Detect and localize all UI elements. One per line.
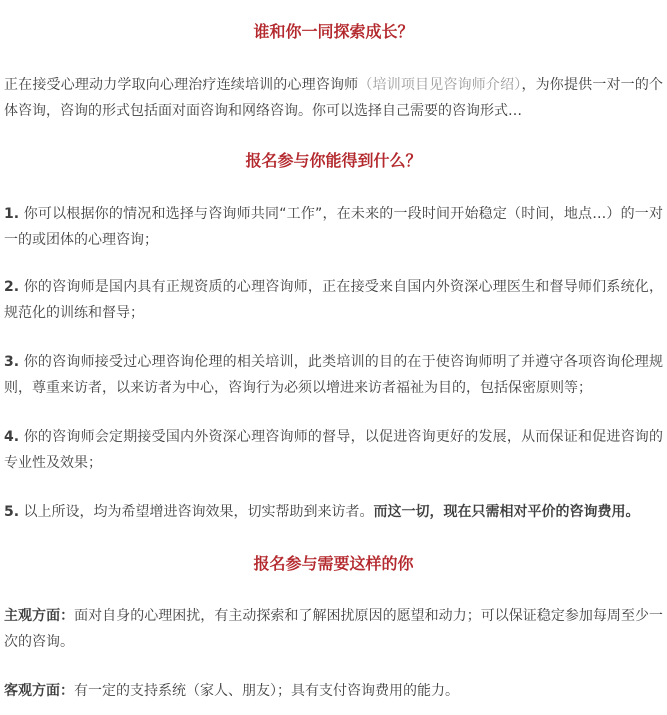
intro-paragraph: [4, 72, 663, 124]
requirement-label: 客观方面：: [4, 683, 74, 699]
benefit-text: 以上所设，均为希望增进咨询效果，切实帮助到来访者。: [19, 504, 374, 520]
benefit-text: 你的咨询师是国内具有正规资质的心理咨询师，正在接受来自国内外资深心理医生和督导师们系统化，规范化的训练和督导；: [4, 279, 663, 321]
benefit-text: 你的咨询师接受过心理咨询伦理的相关培训，此类培训的目的在于使咨询师明了并遵守各项咨询伦理规则，尊重来访者，以来访者为中心，咨询行为必须以增进来访者福祉为目的，包括保密原则等；: [4, 354, 663, 396]
requirement-objective: [4, 678, 663, 704]
benefit-text: 你可以根据你的情况和选择与咨询师共同“工作”，在未来的一段时间开始稳定（时间，地点…）的一对一的或团体的心理咨询；: [4, 206, 663, 248]
benefit-item-5: [4, 499, 663, 525]
intro-text-end: ，为你提供一对一的个体咨询，咨询的形式包括面对面咨询和网络咨询。你可以选择自己需要的咨询形式…: [4, 77, 664, 119]
training-note: （培训项目见咨询师介绍）: [358, 77, 522, 93]
section-title-who: 谁和你一同探索成长？: [253, 22, 414, 41]
benefit-number: 1.: [4, 206, 20, 222]
benefit-item-4: [4, 424, 663, 476]
requirement-text: 有一定的支持系统（家人、朋友）；具有支付咨询费用的能力。: [74, 683, 459, 699]
section-title-benefits: 报名参与你能得到什么？: [245, 151, 422, 170]
benefit-number: 3.: [4, 354, 20, 370]
benefit-text: 你的咨询师会定期接受国内外资深心理咨询师的督导，以促进咨询更好的发展，从而保证和促进咨询的专业性及效果；: [4, 429, 663, 471]
benefit-number: 4.: [4, 429, 20, 445]
section-title-requirements: 报名参与需要这样的你: [253, 554, 414, 573]
benefit-emphasis: 而这一切，现在只需相对平价的咨询费用。: [373, 504, 640, 520]
intro-text-start: 正在接受心理动力学取向心理治疗连续培训的心理咨询师: [4, 77, 359, 93]
requirement-label: 主观方面：: [4, 608, 75, 624]
benefit-item-3: [4, 349, 663, 401]
benefit-number: 5.: [4, 504, 20, 520]
requirement-subjective: [4, 603, 663, 655]
benefit-item-1: [4, 201, 663, 253]
requirement-text: 面对自身的心理困扰，有主动探索和了解困扰原因的愿望和动力；可以保证稳定参加每周至少一次的咨询。: [4, 608, 663, 650]
benefit-item-2: [4, 274, 663, 326]
benefit-number: 2.: [4, 279, 20, 295]
